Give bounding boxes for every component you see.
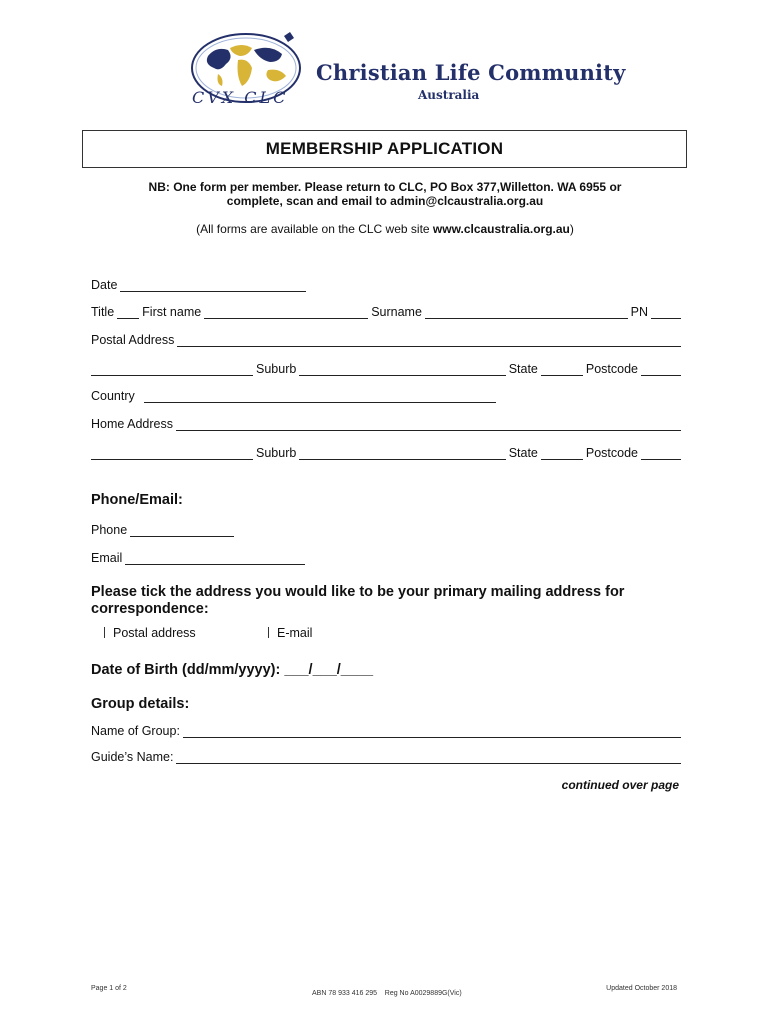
postal-suburb-label: Suburb bbox=[256, 362, 297, 376]
forms-availability-note bbox=[80, 222, 690, 236]
home-state-field[interactable] bbox=[541, 447, 583, 460]
pn-field[interactable] bbox=[651, 306, 681, 319]
postal-address-option-label: Postal address bbox=[113, 626, 196, 640]
phone-field[interactable] bbox=[130, 524, 234, 537]
email-row bbox=[91, 549, 681, 565]
email-label: Email bbox=[91, 551, 123, 565]
postal-suburb-row bbox=[91, 360, 681, 376]
group-name-row bbox=[91, 722, 681, 738]
phone-row bbox=[91, 521, 681, 537]
postal-address-line-2-field[interactable] bbox=[91, 363, 253, 376]
email-checkbox[interactable] bbox=[268, 627, 269, 638]
postal-address-field[interactable] bbox=[177, 334, 681, 347]
title-label: Title bbox=[91, 305, 115, 319]
home-address-field[interactable] bbox=[176, 418, 681, 431]
home-address-row bbox=[91, 415, 681, 431]
mailing-preference-heading bbox=[91, 584, 624, 618]
home-address-label: Home Address bbox=[91, 417, 173, 431]
organisation-country: Australia bbox=[418, 88, 480, 102]
email-option[interactable] bbox=[268, 626, 312, 640]
country-label: Country bbox=[91, 389, 135, 403]
pn-label: PN bbox=[630, 305, 648, 319]
mailing-heading-line-2: correspondence: bbox=[91, 601, 209, 617]
postal-address-label: Postal Address bbox=[91, 333, 175, 347]
home-postcode-label: Postcode bbox=[585, 446, 638, 460]
home-suburb-row bbox=[91, 444, 681, 460]
surname-field[interactable] bbox=[425, 306, 628, 319]
return-instructions-line-1: NB: One form per member. Please return to CLC, PO Box 377,Willetton. WA 6955 or bbox=[148, 180, 622, 194]
name-row bbox=[91, 303, 681, 319]
form-title: MEMBERSHIP APPLICATION bbox=[265, 139, 504, 158]
continued-note: continued over page bbox=[561, 778, 679, 792]
availability-prefix: (All forms are available on the CLC web site bbox=[196, 222, 433, 236]
home-suburb-field[interactable] bbox=[299, 447, 505, 460]
postal-address-checkbox[interactable] bbox=[104, 627, 105, 638]
page-number: Page 1 of 2 bbox=[91, 985, 127, 992]
postal-postcode-field[interactable] bbox=[641, 363, 681, 376]
postal-state-label: State bbox=[508, 362, 538, 376]
availability-suffix: ) bbox=[569, 222, 574, 236]
mailing-heading-line-1: Please tick the address you would like to be your primary mailing address for bbox=[91, 584, 625, 600]
return-instructions-line-2: complete, scan and email to admin@clcaustralia.org.au bbox=[226, 194, 544, 208]
postal-postcode-label: Postcode bbox=[585, 362, 638, 376]
postal-state-field[interactable] bbox=[541, 363, 583, 376]
phone-email-heading: Phone/Email: bbox=[91, 492, 183, 508]
form-title-box bbox=[82, 130, 687, 168]
phone-label: Phone bbox=[91, 523, 128, 537]
country-row bbox=[91, 387, 681, 403]
country-field[interactable] bbox=[144, 390, 496, 403]
website-link[interactable]: www.clcaustralia.org.au bbox=[432, 222, 570, 236]
postal-suburb-field[interactable] bbox=[299, 363, 505, 376]
email-option-label: E-mail bbox=[277, 626, 313, 640]
abn-registration: ABN 78 933 416 295 Reg No A0029889G(Vic) bbox=[312, 990, 462, 997]
home-postcode-field[interactable] bbox=[641, 447, 681, 460]
group-name-field[interactable] bbox=[183, 725, 681, 738]
date-row bbox=[91, 276, 681, 292]
title-field[interactable] bbox=[117, 306, 139, 319]
group-name-label: Name of Group: bbox=[91, 724, 180, 738]
logo-caption: CVX CLC bbox=[192, 88, 289, 107]
home-suburb-label: Suburb bbox=[256, 446, 297, 460]
first-name-field[interactable] bbox=[204, 306, 368, 319]
email-field[interactable] bbox=[125, 552, 305, 565]
date-of-birth-field[interactable]: Date of Birth (dd/mm/yyyy): ___/___/____ bbox=[91, 662, 374, 678]
first-name-label: First name bbox=[142, 305, 202, 319]
group-details-heading: Group details: bbox=[91, 696, 190, 712]
date-field[interactable] bbox=[120, 279, 306, 292]
surname-label: Surname bbox=[371, 305, 422, 319]
home-state-label: State bbox=[508, 446, 538, 460]
home-address-line-2-field[interactable] bbox=[91, 447, 253, 460]
postal-address-option[interactable] bbox=[104, 626, 196, 640]
postal-address-row bbox=[91, 331, 681, 347]
organisation-name: Christian Life Community bbox=[316, 60, 626, 85]
guide-name-label: Guide’s Name: bbox=[91, 750, 174, 764]
date-label: Date bbox=[91, 278, 118, 292]
guide-name-field[interactable] bbox=[176, 751, 681, 764]
guide-name-row bbox=[91, 748, 681, 764]
updated-date: Updated October 2018 bbox=[606, 985, 677, 992]
